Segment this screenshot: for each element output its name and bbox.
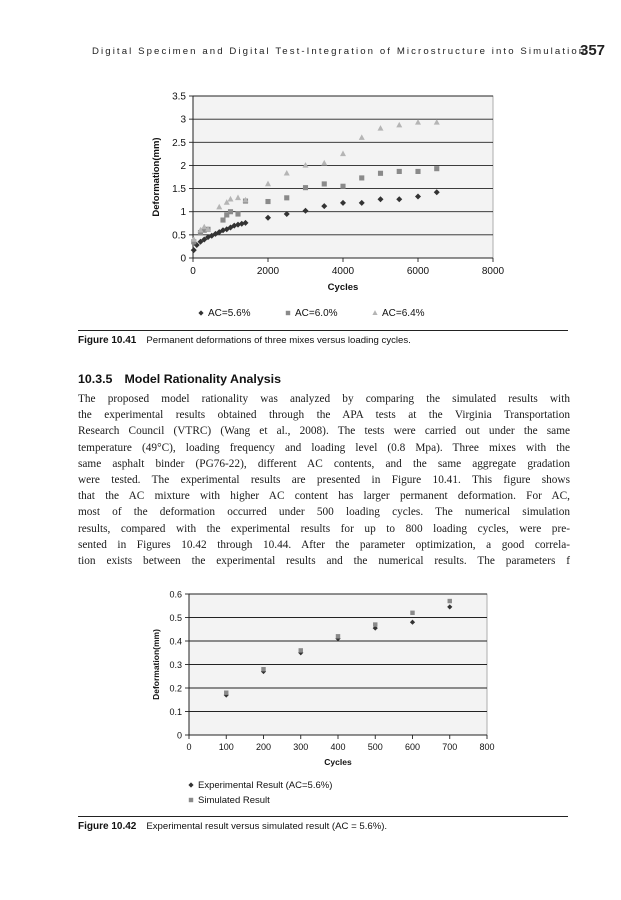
x-tick-label: 500 (367, 742, 383, 752)
x-tick-label: 4000 (331, 266, 355, 277)
figure-caption-text: Permanent deformations of three mixes versus loading cycles. (146, 335, 411, 346)
data-point (340, 184, 345, 189)
data-point (415, 169, 420, 174)
section-number: 10.3.5 (78, 372, 113, 386)
y-axis-label: Deformation(mm) (151, 137, 162, 217)
data-point (322, 181, 327, 186)
y-tick-label: 0.6 (169, 589, 182, 600)
legend-label: Experimental Result (AC=5.6%) (198, 780, 333, 791)
x-tick-label: 8000 (481, 266, 505, 277)
data-point (224, 690, 228, 694)
paragraph-line: results, compared with the experimental results for up to 800 loading cycles, were pre- (78, 522, 570, 535)
paragraph-line: sented in Figures 10.42 through 10.44. After the parameter optimization, a good correla- (78, 538, 570, 551)
y-tick-label: 0.1 (169, 707, 182, 717)
data-point (284, 195, 289, 200)
x-tick-label: 0 (186, 742, 192, 752)
legend-marker (372, 310, 377, 315)
figure-label: Figure 10.41 (78, 335, 137, 346)
y-tick-label: 1.5 (172, 184, 186, 196)
y-tick-label: 0.3 (169, 660, 182, 670)
running-head: Digital Specimen and Digital Test-Integration of Microstructure into Simulation (92, 46, 587, 57)
data-point (261, 667, 265, 671)
x-tick-label: 100 (218, 742, 234, 752)
x-tick-label: 200 (255, 742, 272, 752)
x-tick-label: 6000 (406, 266, 430, 277)
legend-label: AC=6.0% (295, 308, 338, 319)
y-tick-label: 0.5 (169, 613, 182, 623)
legend-label: Simulated Result (198, 795, 270, 806)
chart-deformation-vs-cycles (0, 86, 621, 326)
paragraph-line: that the AC mixture with higher AC content has larger permanent deformation. For AC, (78, 490, 570, 503)
data-point (434, 166, 439, 171)
x-tick-label: 300 (293, 742, 309, 752)
x-tick-label: 800 (479, 742, 495, 752)
y-axis-label: Deformation(mm) (151, 629, 161, 700)
y-tick-label: 1 (180, 207, 186, 219)
data-point (265, 199, 270, 204)
paragraph-line: temperature (49°C), loading frequency and loading level (0.8 Mpa). Three mixes with the (78, 441, 570, 454)
data-point (235, 211, 240, 216)
y-tick-label: 3.5 (172, 91, 186, 103)
data-point (378, 171, 383, 176)
legend-label: AC=5.6% (208, 308, 251, 319)
legend-marker (198, 310, 203, 315)
paragraph-line: Research Council (VTRC) (Wang et al., 2008). The tests were carried out under the same (78, 425, 570, 438)
y-tick-label: 2 (180, 160, 186, 172)
y-tick-label: 0.5 (172, 230, 186, 242)
paragraph-line: the experimental results obtained through the APA tests at the Virginia Transportation (78, 409, 570, 422)
x-tick-label: 2000 (256, 266, 280, 277)
body-paragraph (78, 391, 570, 569)
data-point (299, 648, 303, 652)
data-point (373, 622, 377, 626)
figure-caption-10-42 (78, 816, 568, 832)
x-tick-label: 700 (442, 742, 458, 752)
figure-caption-text: Experimental result versus simulated result (AC = 5.6%). (146, 821, 388, 832)
legend-marker (188, 782, 193, 787)
y-tick-label: 3 (180, 114, 186, 126)
paragraph-line: tion exists between the experimental results and the numerical results. The parameters f (78, 555, 570, 568)
data-point (359, 175, 364, 180)
y-tick-label: 0 (176, 730, 182, 741)
x-tick-label: 0 (190, 266, 196, 277)
chart-experimental-vs-simulated (0, 582, 621, 810)
data-point (228, 209, 233, 214)
section-title: Model Rationality Analysis (124, 372, 281, 386)
data-point (220, 217, 225, 222)
y-tick-label: 0.4 (169, 636, 182, 647)
figure-label: Figure 10.42 (78, 821, 137, 832)
y-tick-label: 0 (180, 253, 186, 265)
paragraph-line: The proposed model rationality was analyzed by comparing the simulated results with (78, 393, 570, 405)
x-axis-label: Cycles (327, 282, 359, 293)
plot-area (193, 96, 493, 258)
data-point (448, 599, 452, 603)
figure-caption-10-41 (78, 330, 568, 346)
section-heading (78, 372, 281, 386)
page-number: 357 (580, 42, 606, 59)
y-tick-label: 0.2 (169, 683, 182, 694)
data-point (410, 611, 414, 615)
paragraph-line: were tested. The experimental results are presented in Figure 10.41. This figure shows (78, 474, 570, 487)
legend-marker (189, 798, 193, 802)
x-tick-label: 600 (404, 742, 421, 752)
data-point (336, 634, 340, 638)
paragraph-line: most of the deformation occurred under 500 loading cycles. The numerical simulation (78, 506, 570, 519)
x-axis-label: Cycles (324, 757, 352, 767)
legend-label: AC=6.4% (382, 308, 425, 319)
y-tick-label: 2.5 (172, 137, 186, 149)
legend-marker (286, 311, 290, 315)
data-point (303, 185, 308, 190)
data-point (397, 169, 402, 174)
x-tick-label: 400 (330, 742, 346, 752)
paragraph-line: same asphalt binder (PG76-22), different AC contents, and the same aggregate gradation (78, 457, 570, 470)
